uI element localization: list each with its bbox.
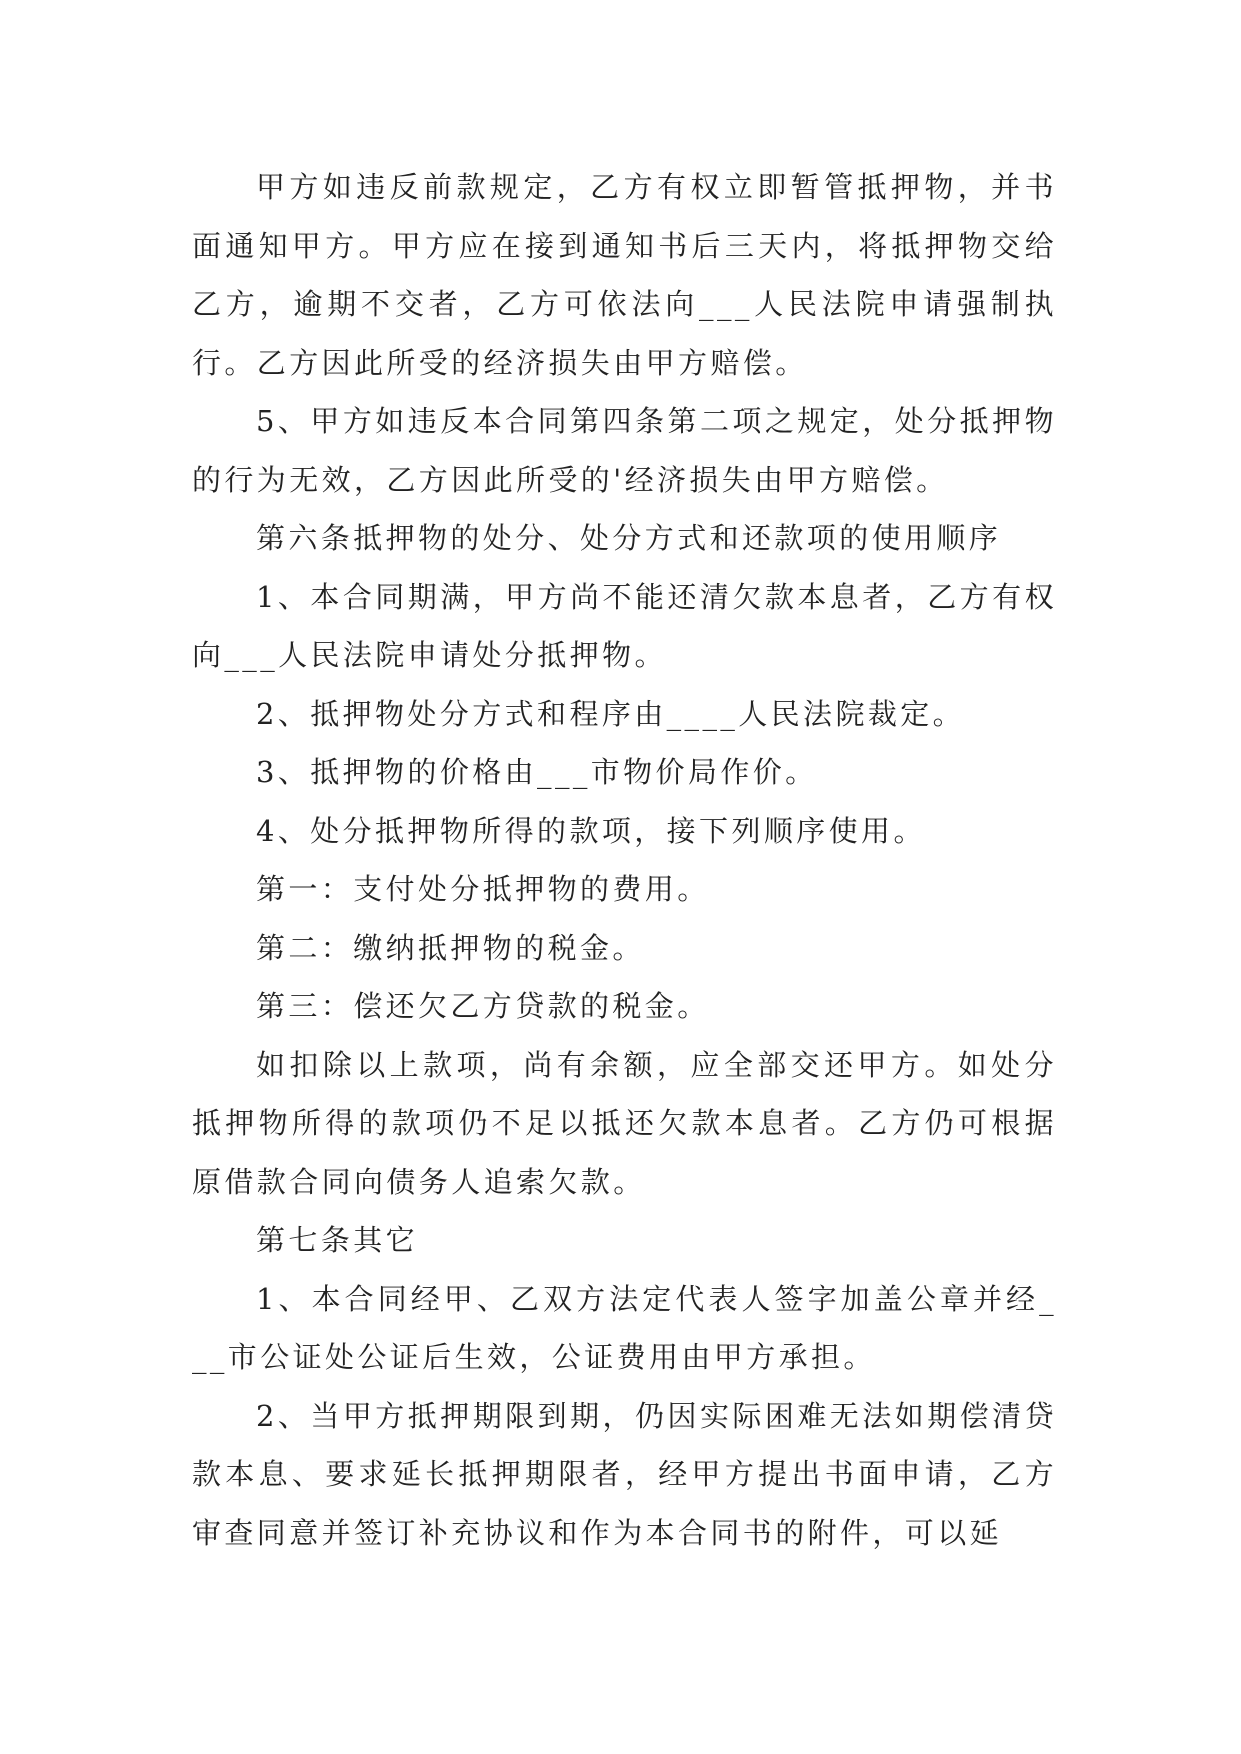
- paragraph-breach-custody: 甲方如违反前款规定，乙方有权立即暂管抵押物，并书面通知甲方。甲方应在接到通知书后三天内，将抵押物交给乙方，逾期不交者，乙方可依法向___人民法院申请强制执行。乙方因此所受的经济损失由甲方赔偿。: [192, 170, 1057, 380]
- paragraph-article-7-item-2: 2、当甲方抵押期限到期，仍因实际困难无法如期偿清贷款本息、要求延长抵押期限者，经甲方提出书面申请，乙方审查同意并签订补充协议和作为本合同书的附件，可以延: [192, 1398, 1057, 1550]
- paragraph-article-6-item-1: 1、本合同期满，甲方尚不能还清欠款本息者，乙方有权向___人民法院申请处分抵押物。: [192, 579, 1057, 672]
- paragraph-article-6-item-4: 4、处分抵押物所得的款项，接下列顺序使用。: [256, 813, 926, 848]
- article-6-heading: 第六条抵押物的处分、处分方式和还款项的使用顺序: [256, 521, 1002, 555]
- paragraph-order-second: 第二：缴纳抵押物的税金。: [256, 930, 645, 965]
- paragraph-order-first: 第一：支付处分抵押物的费用。: [256, 872, 710, 906]
- paragraph-order-third: 第三：偿还欠乙方贷款的税金。: [256, 989, 710, 1023]
- paragraph-clause-5: 5、甲方如违反本合同第四条第二项之规定，处分抵押物的行为无效，乙方因此所受的'经济损失由甲方赔偿。: [192, 404, 1057, 497]
- paragraph-remainder: 如扣除以上款项，尚有余额，应全部交还甲方。如处分抵押物所得的款项仍不足以抵还欠款本息者。乙方仍可根据原借款合同向债务人追索欠款。: [192, 1047, 1057, 1199]
- paragraph-article-7-item-1: 1、本合同经甲、乙双方法定代表人签字加盖公章并经___市公证处公证后生效，公证费用由甲方承担。: [192, 1281, 1057, 1374]
- paragraph-article-6-item-2: 2、抵押物处分方式和程序由____人民法院裁定。: [256, 696, 966, 731]
- article-7-heading: 第七条其它: [256, 1223, 419, 1257]
- paragraph-article-6-item-3: 3、抵押物的价格由___市物价局作价。: [256, 755, 818, 789]
- document-body: [192, 158, 1057, 1562]
